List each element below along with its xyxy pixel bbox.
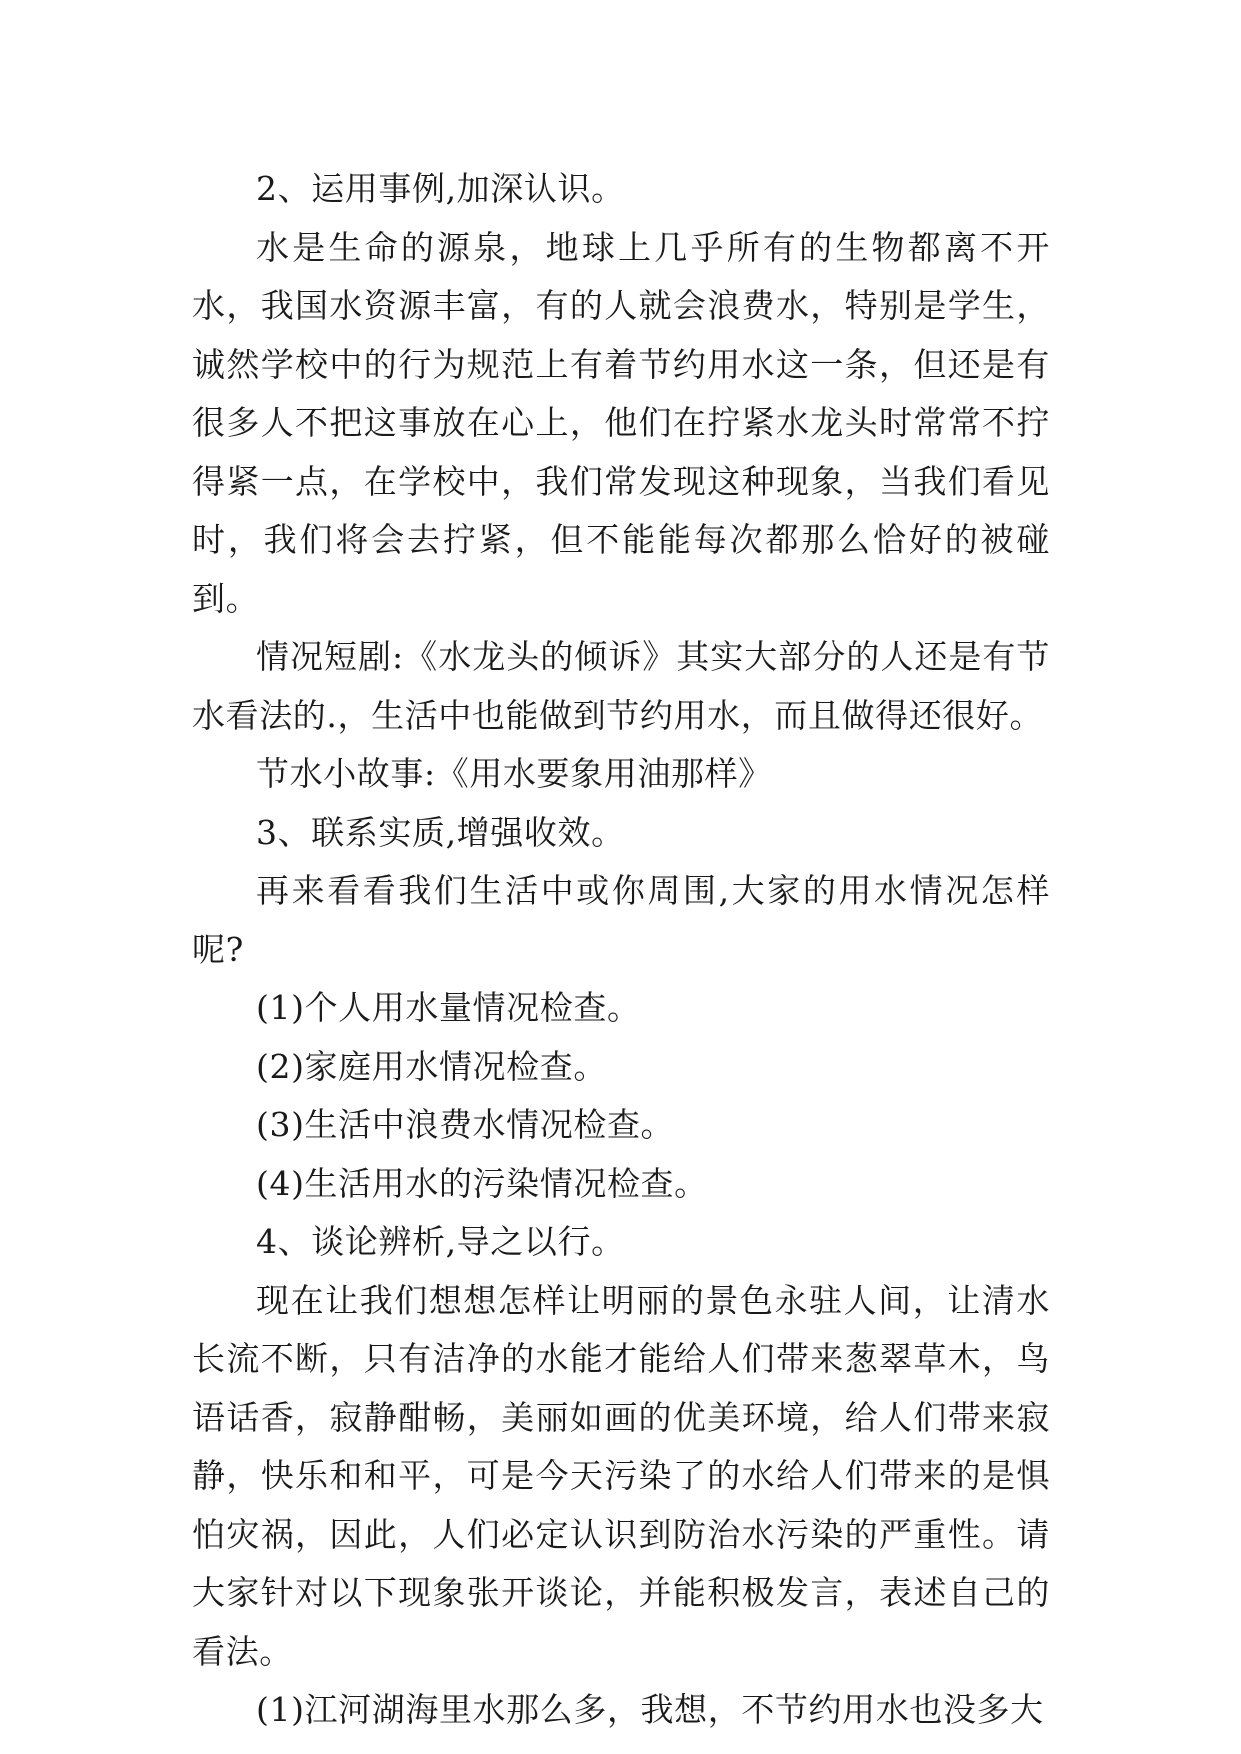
list-item-3: (3)生活中浪费水情况检查。 [256, 1105, 675, 1144]
paragraph-short-play: 情况短剧:《水龙头的倾诉》其实大部分的人还是有节水看法的.，生活中也能做到节约用水，而且做得还很好。 [192, 637, 1050, 735]
paragraph-water-source: 水是生命的源泉，地球上几乎所有的生物都离不开水，我国水资源丰富，有的人就会浪费水，特别是学生，诚然学校中的行为规范上有着节约用水这一条，但还是有很多人不把这事放在心上，他们在拧紧水龙头时常常不拧得紧一点，在学校中，我们常发现这种现象，当我们看见时，我们将会去拧紧，但不能能每次都那么恰好的被碰到。 [192, 227, 1050, 618]
list-item-2: (2)家庭用水情况检查。 [256, 1046, 607, 1086]
list-item-4: (4)生活用水的污染情况检查。 [256, 1163, 708, 1203]
discussion-item-1: (1)江河湖海里水那么多，我想，不节约用水也没多大 [256, 1690, 1044, 1729]
heading-3-connect-reality: 3、联系实质,增强收效。 [256, 812, 625, 852]
heading-4-discussion: 4、谈论辨析,导之以行。 [256, 1222, 625, 1261]
paragraph-discussion-intro: 现在让我们想想怎样让明丽的景色永驻人间，让清水长流不断，只有洁净的水能才能给人们带来葱翠草木，鸟语话香，寂静酣畅，美丽如画的优美环境，给人们带来寂静，快乐和和平，可是今天污染了的水给人们带来的是惧怕灾祸，因此，人们必定认识到防治水污染的严重性。请大家针对以下现象张开谈论，并能积极发言，表述自己的看法。 [192, 1280, 1050, 1671]
paragraph-usage-question: 再来看看我们生活中或你周围,大家的用水情况怎样呢? [192, 871, 1050, 969]
paragraph-water-story: 节水小故事:《用水要象用油那样》 [256, 754, 772, 793]
document-body [192, 160, 1050, 1740]
list-item-1: (1)个人用水量情况检查。 [256, 988, 641, 1027]
heading-2-use-examples: 2、运用事例,加深认识。 [256, 169, 625, 208]
